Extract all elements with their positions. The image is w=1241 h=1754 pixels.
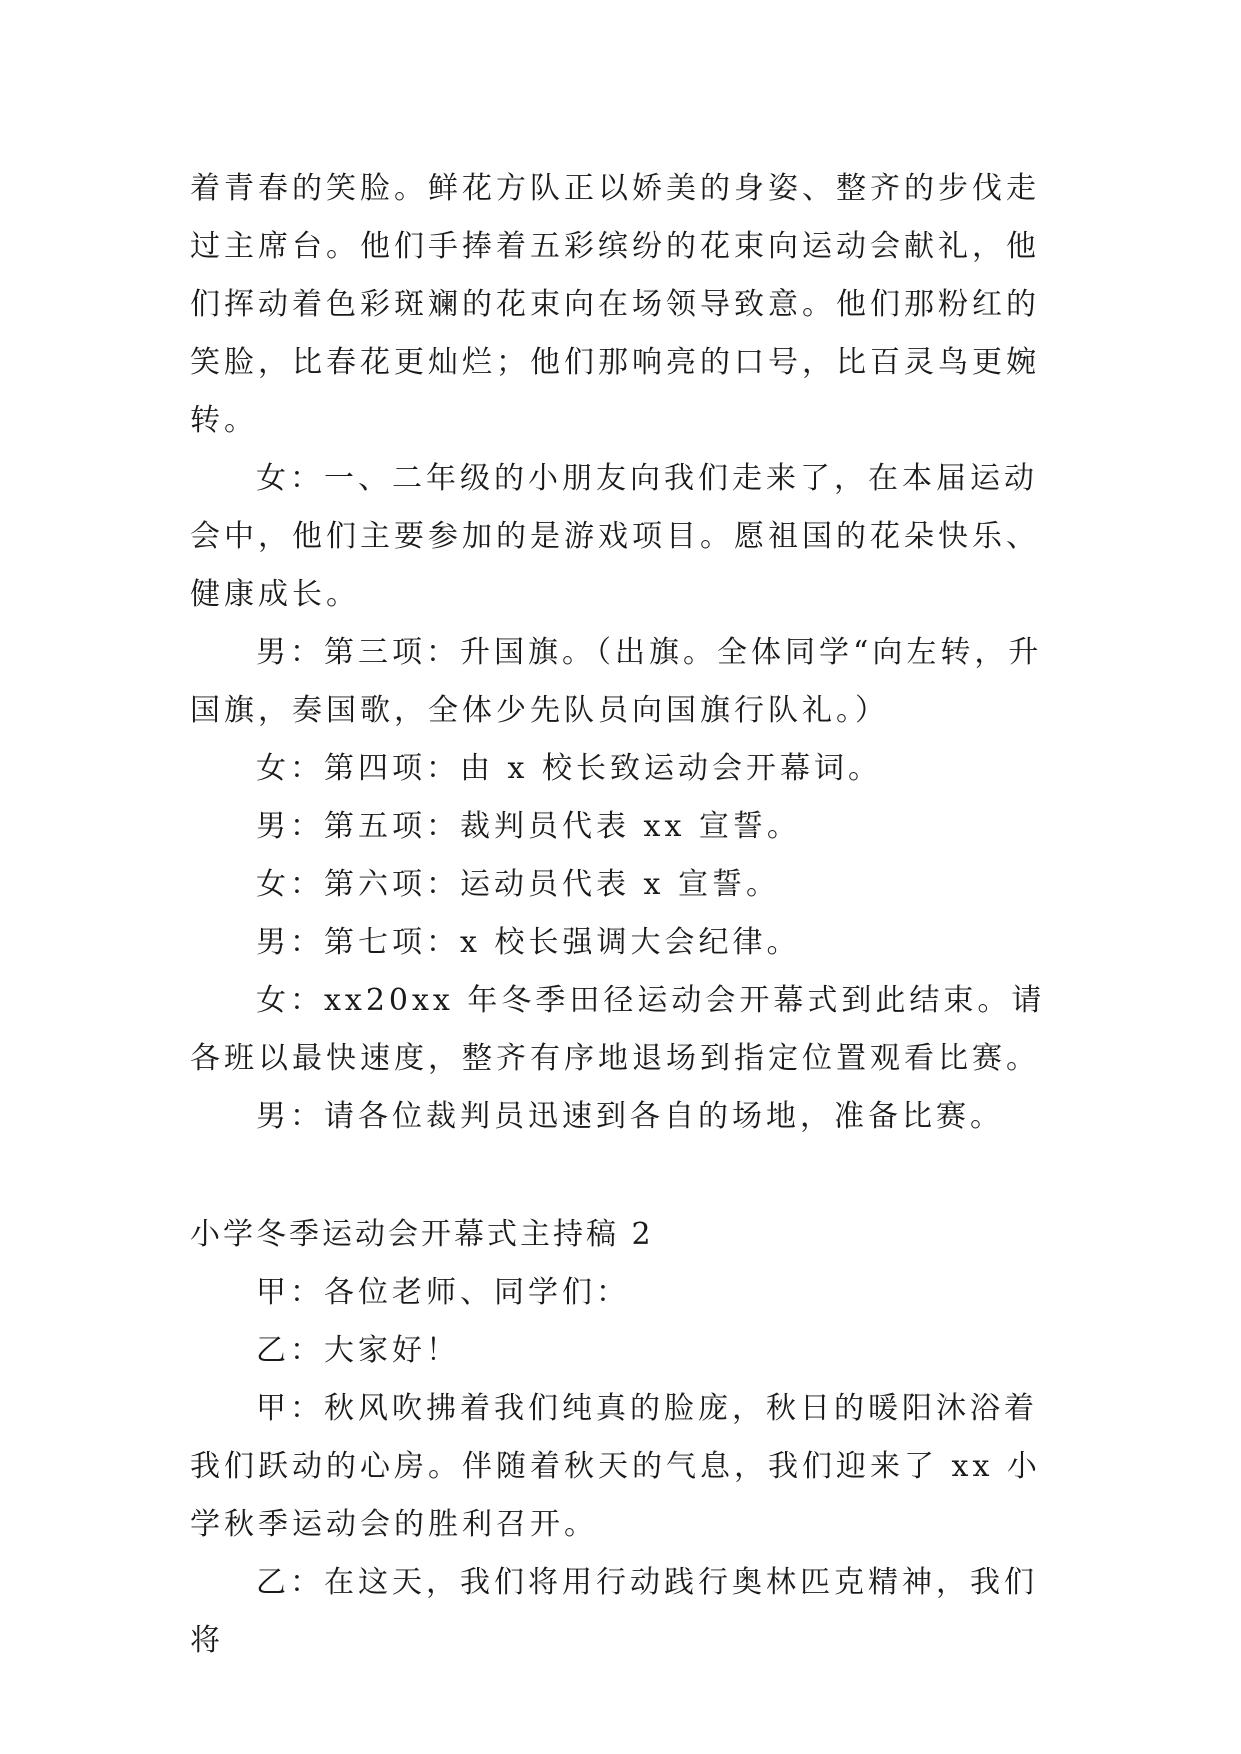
- paragraph: 乙：在这天，我们将用行动践行奥林匹克精神，我们将: [190, 1565, 1038, 1658]
- paragraph: 男：第三项：升国旗。（出旗。全体同学“向左转，升国旗，奏国歌，全体少先队员向国旗行队礼。）: [190, 635, 1043, 728]
- paragraph: 乙：大家好！: [256, 1333, 460, 1368]
- paragraph: 甲：秋风吹拂着我们纯真的脸庞，秋日的暖阳沐浴着我们跃动的心房。伴随着秋天的气息，我们迎来了 xx 小学秋季运动会的胜利召开。: [190, 1391, 1041, 1542]
- section-gap: [190, 1146, 1070, 1206]
- paragraph: 男：请各位裁判员迅速到各自的场地，准备比赛。: [256, 1099, 1004, 1134]
- paragraph: 女：第四项：由 x 校长致运动会开幕词。: [256, 751, 882, 786]
- document-body: [190, 160, 1070, 1670]
- paragraph: 女：第六项：运动员代表 x 宣誓。: [256, 867, 780, 902]
- paragraph: 女：xx20xx 年冬季田径运动会开幕式到此结束。请各班以最快速度，整齐有序地退场到指定位置观看比赛。: [190, 983, 1046, 1076]
- paragraph: 男：第七项：x 校长强调大会纪律。: [256, 925, 801, 960]
- section-heading: 小学冬季运动会开幕式主持稿 2: [190, 1217, 654, 1252]
- paragraph: 甲：各位老师、同学们：: [256, 1275, 630, 1310]
- paragraph: 男：第五项：裁判员代表 xx 宣誓。: [256, 809, 801, 844]
- paragraph: 女：一、二年级的小朋友向我们走来了，在本届运动会中，他们主要参加的是游戏项目。愿祖国的花朵快乐、健康成长。: [190, 461, 1040, 612]
- paragraph: 着青春的笑脸。鲜花方队正以娇美的身姿、整齐的步伐走过主席台。他们手捧着五彩缤纷的花束向运动会献礼，他们挥动着色彩斑斓的花束向在场领导致意。他们那粉红的笑脸，比春花更灿烂；他们那响亮的口号，比百灵鸟更婉转。: [190, 171, 1040, 438]
